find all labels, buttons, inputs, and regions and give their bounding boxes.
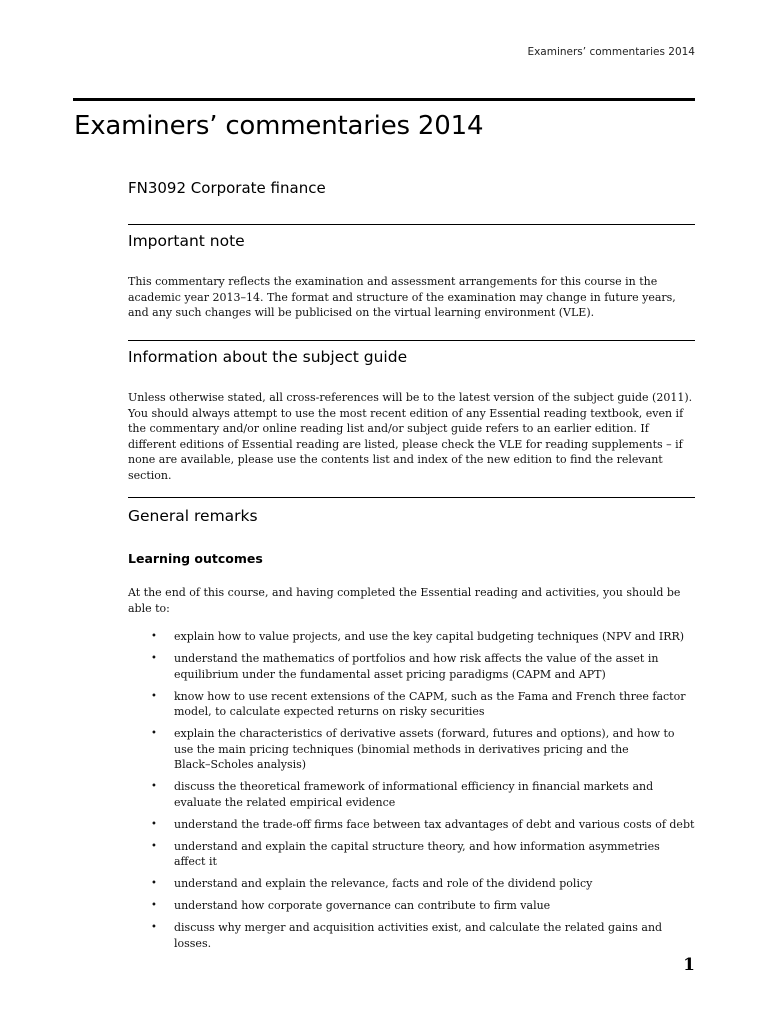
list-item — [128, 920, 698, 951]
list-item — [128, 817, 698, 833]
section-divider-important-note — [128, 224, 695, 225]
learning-outcomes-heading: Learning outcomes — [128, 551, 263, 566]
bullet-icon: • — [151, 728, 157, 739]
list-item-text: explain the characteristics of derivative assets (forward, futures and options), and how to use the main pricing techniques (binomial methods in derivatives pricing and the Black–Scholes analysis) — [174, 727, 675, 771]
list-item — [128, 839, 698, 870]
bullet-icon: • — [151, 631, 157, 642]
list-item — [128, 876, 698, 892]
top-rule — [73, 98, 695, 101]
list-item — [128, 629, 698, 645]
list-item — [128, 689, 698, 720]
learning-outcomes-list — [128, 629, 698, 958]
bullet-icon: • — [151, 840, 157, 852]
bullet-icon: • — [151, 818, 157, 830]
list-item-text: understand the mathematics of portfolios and how risk affects the value of the asset in equilibrium under the fundamental asset pricing paradigms (CAPM and APT) — [174, 652, 659, 681]
bullet-icon: • — [151, 653, 157, 664]
list-item-text: explain how to value projects, and use the key capital budgeting techniques (NPV and IRR) — [174, 630, 685, 643]
bullet-icon: • — [151, 781, 157, 792]
list-item-text: discuss why merger and acquisition activities exist, and calculate the related gains and losses. — [174, 921, 663, 950]
list-item-text: understand and explain the capital structure theory, and how information asymmetries affect it — [174, 839, 660, 868]
subject-guide-heading: Information about the subject guide — [128, 348, 408, 366]
document-title: Examiners’ commentaries 2014 — [74, 111, 484, 141]
bullet-icon: • — [151, 878, 157, 889]
course-title: FN3092 Corporate finance — [128, 179, 326, 197]
section-divider-subject-guide — [128, 340, 695, 341]
bullet-icon: • — [151, 690, 157, 702]
important-note-body: This commentary reflects the examination and assessment arrangements for this course in the academic year 2013–14. The format and structure of the examination may change in future years, and any such changes will be publicised on the virtual learning environment (VLE). — [128, 275, 676, 319]
list-item — [128, 779, 698, 810]
general-remarks-heading: General remarks — [128, 507, 258, 525]
bullet-icon: • — [151, 900, 157, 911]
learning-outcomes-intro: At the end of this course, and having completed the Essential reading and activities, you should be able to: — [128, 586, 681, 615]
important-note-heading: Important note — [128, 232, 245, 250]
list-item-text: understand the trade-off firms face between tax advantages of debt and various costs of debt — [174, 817, 695, 831]
running-header: Examiners’ commentaries 2014 — [527, 46, 695, 58]
list-item-text: understand and explain the relevance, facts and role of the dividend policy — [174, 877, 593, 890]
page-number: 1 — [683, 955, 695, 975]
list-item — [128, 726, 698, 773]
list-item-text: discuss the theoretical framework of informational efficiency in financial markets and evaluate the related empirical evidence — [174, 780, 654, 809]
bullet-icon: • — [151, 922, 157, 933]
section-divider-general-remarks — [128, 497, 695, 498]
subject-guide-body: Unless otherwise stated, all cross-references will be to the latest version of the subject guide (2011). You should always attempt to use the most recent edition of any Essential reading textbook, even if the commentary and/or online reading list and/or subject guide refers to an earlier edition. If different editions of Essential reading are listed, please check the VLE for reading supplements – if none are available, please use the contents list and index of the new edition to find the relevant section. — [128, 391, 693, 482]
list-item-text: understand how corporate governance can contribute to firm value — [174, 899, 551, 912]
list-item — [128, 898, 698, 914]
list-item — [128, 651, 698, 682]
list-item-text: know how to use recent extensions of the CAPM, such as the Fama and French three factor model, to calculate expected returns on risky securities — [174, 689, 686, 718]
